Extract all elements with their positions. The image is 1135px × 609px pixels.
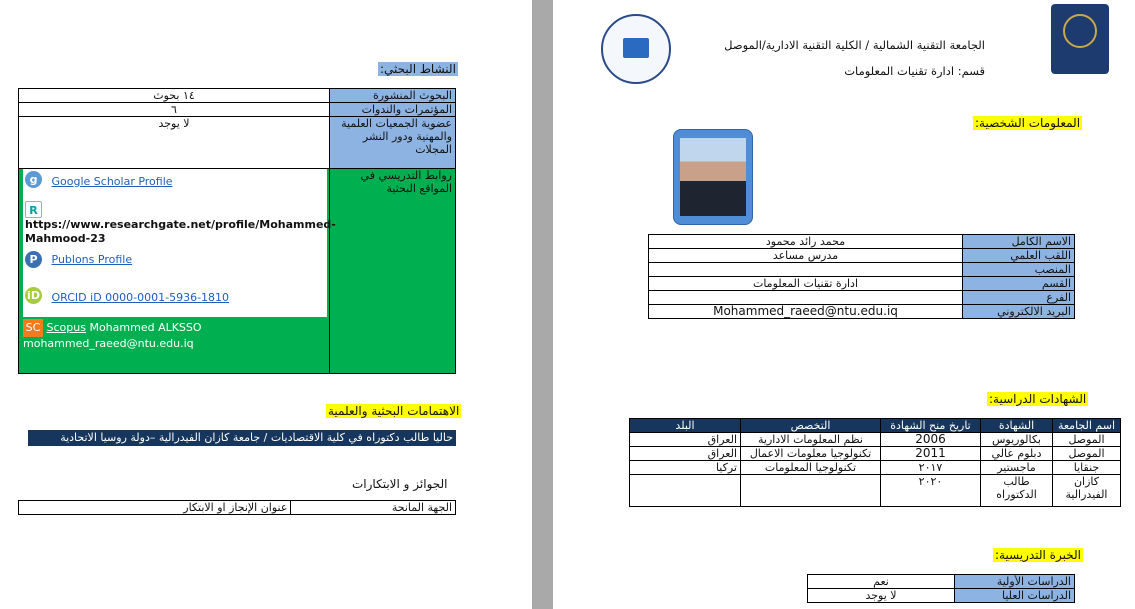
- publons-row: [25, 251, 325, 287]
- emblem-icon: [1063, 14, 1097, 48]
- table-row: الموصل بكالوريوس 2006 نظم المعلومات الادارية العراق: [630, 433, 1121, 447]
- orcid-link[interactable]: ORCID iD 0000-0001-5936-1810: [51, 291, 230, 304]
- awards-table: [18, 500, 456, 515]
- table-row: الدراسات الأولية نعم: [808, 575, 1075, 589]
- interests-text: حاليا طالب دكتوراه في كلية الاقتصاديات / جامعة كازان الفيدرالية –دولة روسيا الاتحادية: [28, 430, 456, 446]
- personal-table: [648, 234, 1075, 319]
- activity-label: المؤتمرات والندوات: [330, 103, 456, 117]
- awards-col: الجهة المانحة: [291, 501, 456, 515]
- teaching-table: [807, 574, 1075, 603]
- scopus-email: mohammed_raeed@ntu.edu.iq: [23, 337, 194, 350]
- degrees-table: [629, 418, 1121, 507]
- orcid-row: [25, 287, 325, 304]
- university-name: الجامعة التقنية الشمالية / الكلية التقنية الادارية/الموصل: [724, 38, 985, 52]
- awards-col: عنوان الإنجاز او الابتكار: [19, 501, 291, 515]
- activity-table: [18, 88, 456, 374]
- awards-heading: الجوائز و الابتكارات: [352, 477, 448, 491]
- publons-icon: P: [25, 251, 42, 268]
- person-photo: [680, 138, 746, 216]
- activity-heading: النشاط البحثي:: [380, 62, 456, 76]
- google-icon: g: [25, 171, 42, 188]
- department-name: قسم: ادارة تقنيات المعلومات: [844, 64, 985, 78]
- table-row: اللقب العلمي مدرس مساعد: [649, 249, 1075, 263]
- activity-label: عضوية الجمعيات العلمية والمهنية ودور النشر المجلات: [330, 117, 456, 169]
- right-page: [553, 0, 1135, 609]
- profile-photo: [673, 129, 753, 225]
- table-row: [19, 103, 456, 117]
- table-row: [19, 117, 456, 169]
- researchgate-url[interactable]: https://www.researchgate.net/profile/Mohammed-Mahmood-23: [25, 218, 336, 245]
- table-row: الدراسات العليا لا يوجد: [808, 589, 1075, 603]
- scopus-name: Mohammed ALKSSO: [89, 321, 202, 334]
- left-page: [0, 0, 532, 609]
- degrees-heading: الشهادات الدراسية:: [989, 392, 1087, 406]
- university-logo: [1051, 4, 1109, 74]
- table-row: [19, 89, 456, 103]
- researchgate-icon: R: [25, 201, 42, 218]
- table-row: البريد الالكتروني Mohammed_raeed@ntu.edu.iq: [649, 305, 1075, 319]
- college-logo: [601, 14, 671, 84]
- table-row: [19, 169, 456, 374]
- table-header: اسم الجامعة الشهادة تاريخ منح الشهادة التخصص البلد: [630, 419, 1121, 433]
- table-row: [19, 501, 456, 515]
- activity-label: البحوث المنشورة: [330, 89, 456, 103]
- scopus-link[interactable]: Scopus: [46, 321, 86, 334]
- table-row: كازان الفيدرالية طالب الدكتوراه ٢٠٢٠: [630, 475, 1121, 507]
- book-icon: [623, 38, 649, 58]
- links-label: روابط التدريسي في المواقع البحثية: [330, 169, 456, 374]
- scopus-icon: SC: [23, 319, 43, 337]
- table-row: جنقايا ماجستير ٢٠١٧ تكنولوجيا المعلومات تركيا: [630, 461, 1121, 475]
- scopus-row: [23, 319, 323, 350]
- table-row: القسم ادارة تقنيات المعلومات: [649, 277, 1075, 291]
- links-box: [23, 169, 336, 317]
- table-row: الاسم الكامل محمد رائد محمود: [649, 235, 1075, 249]
- table-row: المنصب: [649, 263, 1075, 277]
- publons-link[interactable]: Publons Profile: [51, 252, 133, 266]
- teaching-heading: الخبرة التدريسية:: [995, 548, 1081, 562]
- links-cell: [19, 169, 336, 374]
- google-scholar-link[interactable]: Google Scholar Profile: [51, 175, 173, 188]
- personal-heading: المعلومات الشخصية:: [975, 116, 1081, 130]
- researchgate-row: [25, 201, 336, 251]
- table-row: الفرع: [649, 291, 1075, 305]
- table-row: الموصل دبلوم عالي 2011 تكنولوجيا معلومات الاعمال العراق: [630, 447, 1121, 461]
- orcid-icon: iD: [25, 287, 42, 304]
- activity-value: ٦: [19, 103, 330, 117]
- interests-heading: الاهتمامات البحثية والعلمية: [328, 404, 460, 418]
- activity-value: ١٤ بحوث: [19, 89, 330, 103]
- activity-value: لا يوجد: [19, 117, 330, 169]
- google-link-row: [25, 171, 325, 201]
